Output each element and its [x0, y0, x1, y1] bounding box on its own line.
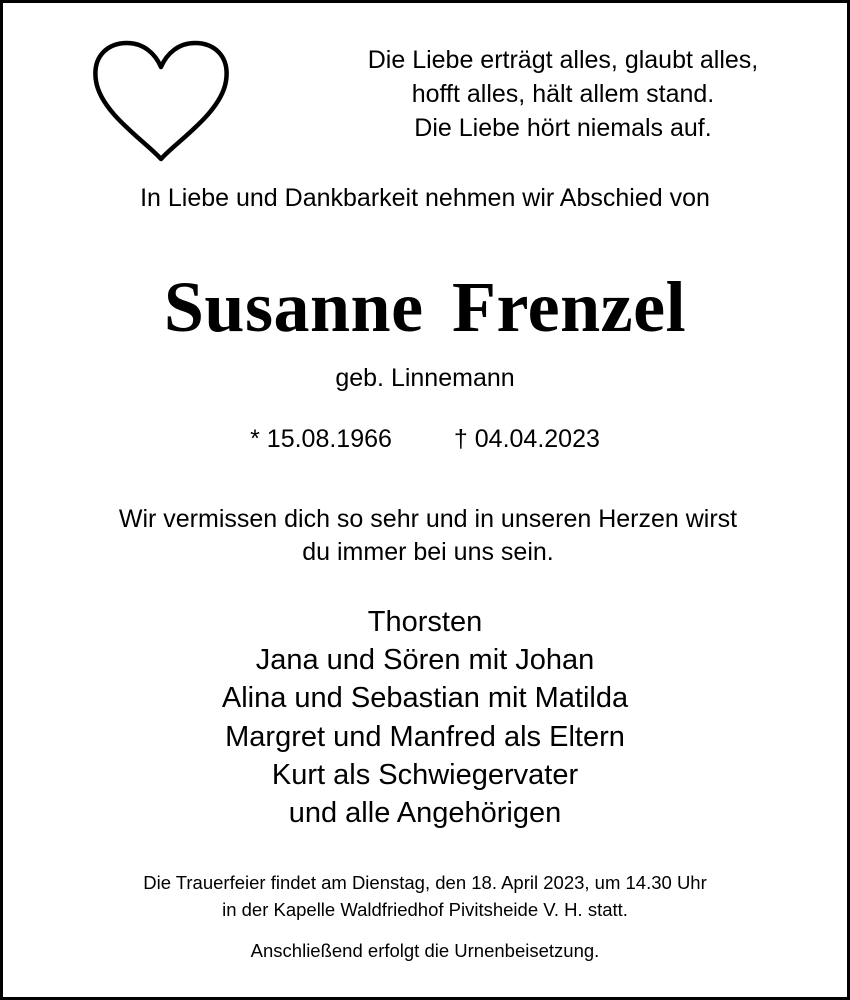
deceased-name: Susanne Frenzel: [163, 267, 687, 347]
mourner-line: Thorsten: [367, 606, 483, 638]
mourner-line: und alle Angehörigen: [288, 797, 562, 830]
mourner-line: Alina und Sebastian mit Matilda: [221, 682, 629, 715]
mourner-line: Margret und Manfred als Eltern: [225, 720, 625, 753]
ceremony-line: in der Kapelle Waldfriedhof Pivitsheide V. H. statt.: [222, 899, 628, 920]
quote-line: hofft alles, hält allem stand.: [411, 80, 715, 108]
life-dates: [3, 422, 847, 456]
mourner-line: Kurt als Schwiegervater: [271, 758, 579, 791]
farewell-message: [33, 503, 823, 569]
birth-name: geb. Linnemann: [335, 364, 515, 392]
death-date: † 04.04.2023: [453, 425, 600, 453]
burial-info: Anschließend erfolgt die Urnenbeisetzung.: [250, 940, 600, 961]
heart-icon: [87, 35, 235, 167]
intro-text: In Liebe und Dankbarkeit nehmen wir Abschied von: [140, 184, 710, 212]
birth-date: * 15.08.1966: [250, 425, 392, 453]
mourner-line: Jana und Sören mit Johan: [255, 644, 595, 677]
quote-line: Die Liebe erträgt alles, glaubt alles,: [367, 46, 759, 74]
message-line: Wir vermissen dich so sehr und in unseren Herzen wirst: [118, 505, 738, 533]
mourners-list: [3, 603, 847, 832]
message-line: du immer bei uns sein.: [302, 538, 554, 566]
ceremony-info: [3, 869, 847, 923]
ceremony-line: Die Trauerfeier findet am Dienstag, den 18. April 2023, um 14.30 Uhr: [143, 872, 707, 893]
bible-quote: [303, 43, 823, 145]
quote-line: Die Liebe hört niemals auf.: [414, 114, 712, 142]
